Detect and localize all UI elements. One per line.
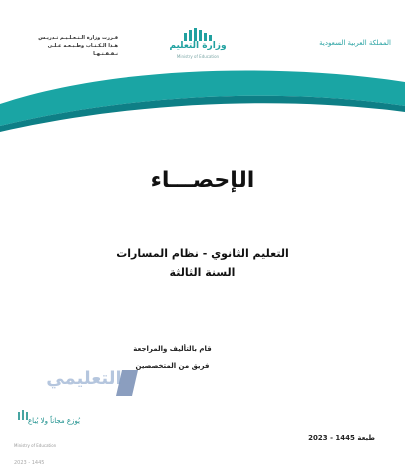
ministry-name: وزارة التعليم <box>169 41 227 51</box>
book-grade: السنة الثالثة <box>169 266 236 279</box>
stamp-year: 2023 - 1445 <box>14 460 45 466</box>
stamp-title: يُوزع مجاناً ولا يُباع <box>27 417 81 425</box>
ministry-subtitle: Ministry of Education <box>176 54 220 59</box>
edition-label: طبعة 1445 - 2023 <box>308 434 375 442</box>
notice-line-1: قـررت وزارة الـتـعـلـيـم تـدريـس <box>38 35 118 41</box>
book-title: الإحصـــاء <box>150 168 255 193</box>
watermark-text: التعليمي <box>46 368 122 389</box>
authors-credit-label: قام بالتأليف والمراجعة <box>133 345 212 353</box>
authors-credit: فريق من المتخصصين <box>135 362 210 370</box>
book-subtitle: التعليم الثانوي - نظام المسارات <box>116 247 289 260</box>
ministry-logo <box>158 27 238 63</box>
country-name: المملكة العربية السعودية <box>319 39 391 47</box>
stamp-subtitle: Ministry of Education <box>14 443 57 448</box>
notice-line-2: هـذا الـكـتـاب وطـبـعـه عـلـى نـفـقـتـهـا <box>47 43 118 57</box>
header-wave-band <box>0 64 405 134</box>
ministry-notice <box>38 34 118 58</box>
